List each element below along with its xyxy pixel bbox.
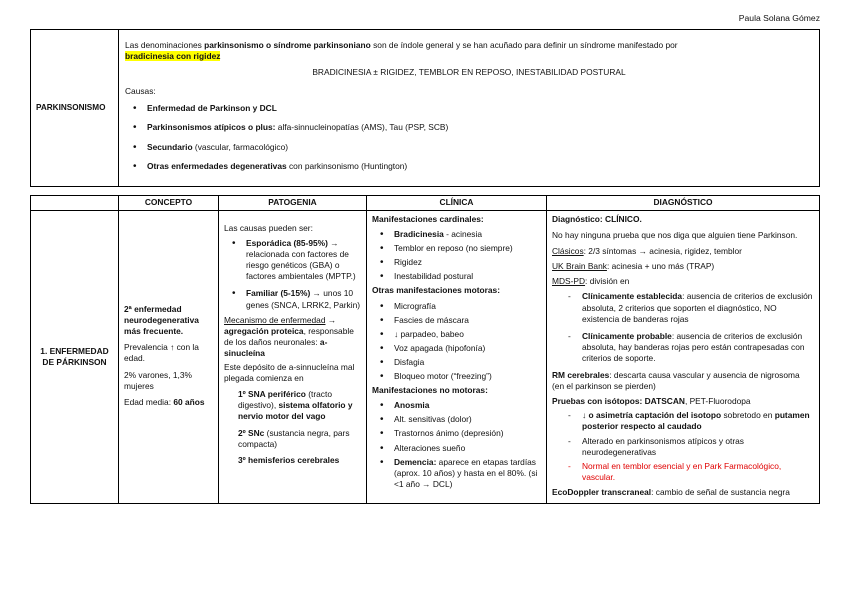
list-item: - Clínicamente establecida: ausencia de criterios de exclusión absoluta, 2 criterios que soporten el diagnóstico, NO existencia de banderas rojas [552,291,814,324]
list-item: • Temblor en reposo (no siempre) [372,243,541,254]
parkinsonismo-label: PARKINSONISMO [31,30,119,187]
patogenia-mecanismo: Mecanismo de enfermedad → agregación proteica, responsable de los daños neuronales: a-sinucleína [224,314,354,358]
list-item: • Bradicinesia - acinesia [372,229,541,240]
header-concepto: CONCEPTO [119,196,219,211]
list-item: • Parkinsonismos atípicos o plus: alfa-sinnucleinopatías (AMS), Tau (PSP, SCB) [125,122,813,133]
patogenia-cell [219,211,367,504]
diagnostico-title: Diagnóstico: CLÍNICO. [552,214,642,224]
list-item: • ↓ parpadeo, babeo [372,329,541,340]
clinica-motoras-title: Otras manifestaciones motoras: [372,285,500,296]
intro-bold: parkinsonismo o síndrome parkinsoniano [204,40,371,50]
list-item: • Fascies de máscara [372,315,541,326]
concepto-sexo: 2% varones, 1,3% mujeres [124,369,192,391]
concepto-cell [119,211,219,504]
list-item: • Enfermedad de Parkinson y DCL [125,103,813,114]
list-item: • Familiar (5-15%) → unos 10 genes (SNCA, LRRK2, Parkin) [224,288,361,310]
clinica-cardinales [372,229,541,282]
patogenia-deposito: Este depósito de a-sinnucleína mal plegada comienza en [224,362,355,384]
diagnostico-eco: EcoDoppler transcraneal: cambio de señal de sustancia negra [552,486,790,497]
diagnostico-uk: UK Brain Bank: acinesia + uno más (TRAP) [552,261,715,272]
row-label: 1. ENFERMEDAD DE PÁRKINSON [31,211,119,504]
list-item: • Micrografía [372,301,541,312]
parkinsonismo-table [30,29,820,187]
list-item: - Clínicamente probable: ausencia de criterios de exclusión absoluta, hay banderas rojas pero están contrapesadas con criterios de soporte. [552,331,814,364]
header-blank [31,196,119,211]
clinica-nomotoras [372,400,541,490]
diagnostico-rm: RM cerebrales: descarta causa vascular y ausencia de nigrosoma (en el parkinson se pierden) [552,370,800,392]
list-item: • Voz apagada (hipofonía) [372,343,541,354]
list-item: • Otras enfermedades degenerativas con parkinsonismo (Huntington) [125,161,813,172]
list-item: • Esporádica (85-95%) → relacionada con factores de riesgo genéticos (GBA) o factores ambientales (MPTP.) [224,238,361,282]
list-item: • Alt. sensitivas (dolor) [372,414,541,425]
list-item: • Disfagia [372,357,541,368]
list-item: • Inestabilidad postural [372,271,541,282]
list-item: • Secundario (vascular, farmacológico) [125,142,813,153]
intro-highlight: bradicinesia con rigidez [125,51,221,62]
triad-heading: BRADICINESIA ± RIGIDEZ, TEMBLOR EN REPOSO, INESTABILIDAD POSTURAL [312,67,626,78]
mds-list [552,291,814,364]
clinica-nomotoras-title: Manifestaciones no motoras: [372,385,488,396]
diagnostico-mds: MDS-PD: división en [552,276,630,287]
causas-list [125,103,813,171]
diagnostico-no-prueba: No hay ninguna prueba que nos diga que alguien tiene Parkinson. [552,230,798,241]
diagnostico-isotopos: Pruebas con isótopos: DATSCAN, PET-Fluorodopa [552,396,751,407]
patogenia-etapa-1: 1º SNA periférico (tracto digestivo), sistema olfatorio y nervio motor del vago [238,389,353,422]
concepto-prevalencia: Prevalencia ↑ con la edad. [124,342,199,364]
list-item: - Normal en temblor esencial y en Park Farmacológico, vascular. [552,461,814,483]
patogenia-causas [224,238,361,311]
diagnostico-clasicos: Clásicos: 2/3 síntomas → acinesia, rigidez, temblor [552,246,742,257]
concepto-title: 2ª enfermedad neurodegenerativa más frecuente. [124,304,199,337]
header-diagnostico: DIAGNÓSTICO [547,196,820,211]
list-item: • Anosmia [372,400,541,411]
intro-pre: Las denominaciones [125,40,205,50]
causas-label: Causas: [125,86,156,97]
clinica-motoras [372,301,541,383]
author-name: Paula Solana Gómez [738,13,820,23]
list-item: - Alterado en parkinsonismos atípicos y otras neurodegenerativas [552,436,814,458]
clinica-cell [367,211,547,504]
parkinson-table [30,195,820,504]
diagnostico-cell [547,211,820,504]
clinica-cardinales-title: Manifestaciones cardinales: [372,214,484,224]
intro-post: son de índole general y se han acuñado para definir un síndrome manifestado por [370,40,678,50]
list-item: • Trastornos ánimo (depresión) [372,428,541,439]
list-item: • Rigidez [372,257,541,268]
isotopos-list [552,410,814,483]
patogenia-etapa-3: 3º hemisferios cerebrales [238,454,340,465]
intro-paragraph [125,40,813,62]
list-item: • Bloqueo motor (“freezing”) [372,371,541,382]
list-item: • Demencia: aparece en etapas tardías (aprox. 10 años) y hasta en el 80%. (si <1 año → DCL) [372,457,541,490]
list-item: - ↓ o asimetría captación del isotopo sobretodo en putamen posterior respecto al caudado [552,410,814,432]
patogenia-etapa-2: 2º SNc (sustancia negra, pars compacta) [238,427,350,449]
list-item: • Alteraciones sueño [372,443,541,454]
concepto-edad: Edad media: 60 años [124,396,205,407]
parkinsonismo-definition [119,30,820,187]
patogenia-intro: Las causas pueden ser: [224,223,313,233]
header-patogenia: PATOGENIA [219,196,367,211]
header-clinica: CLÍNICA [367,196,547,211]
